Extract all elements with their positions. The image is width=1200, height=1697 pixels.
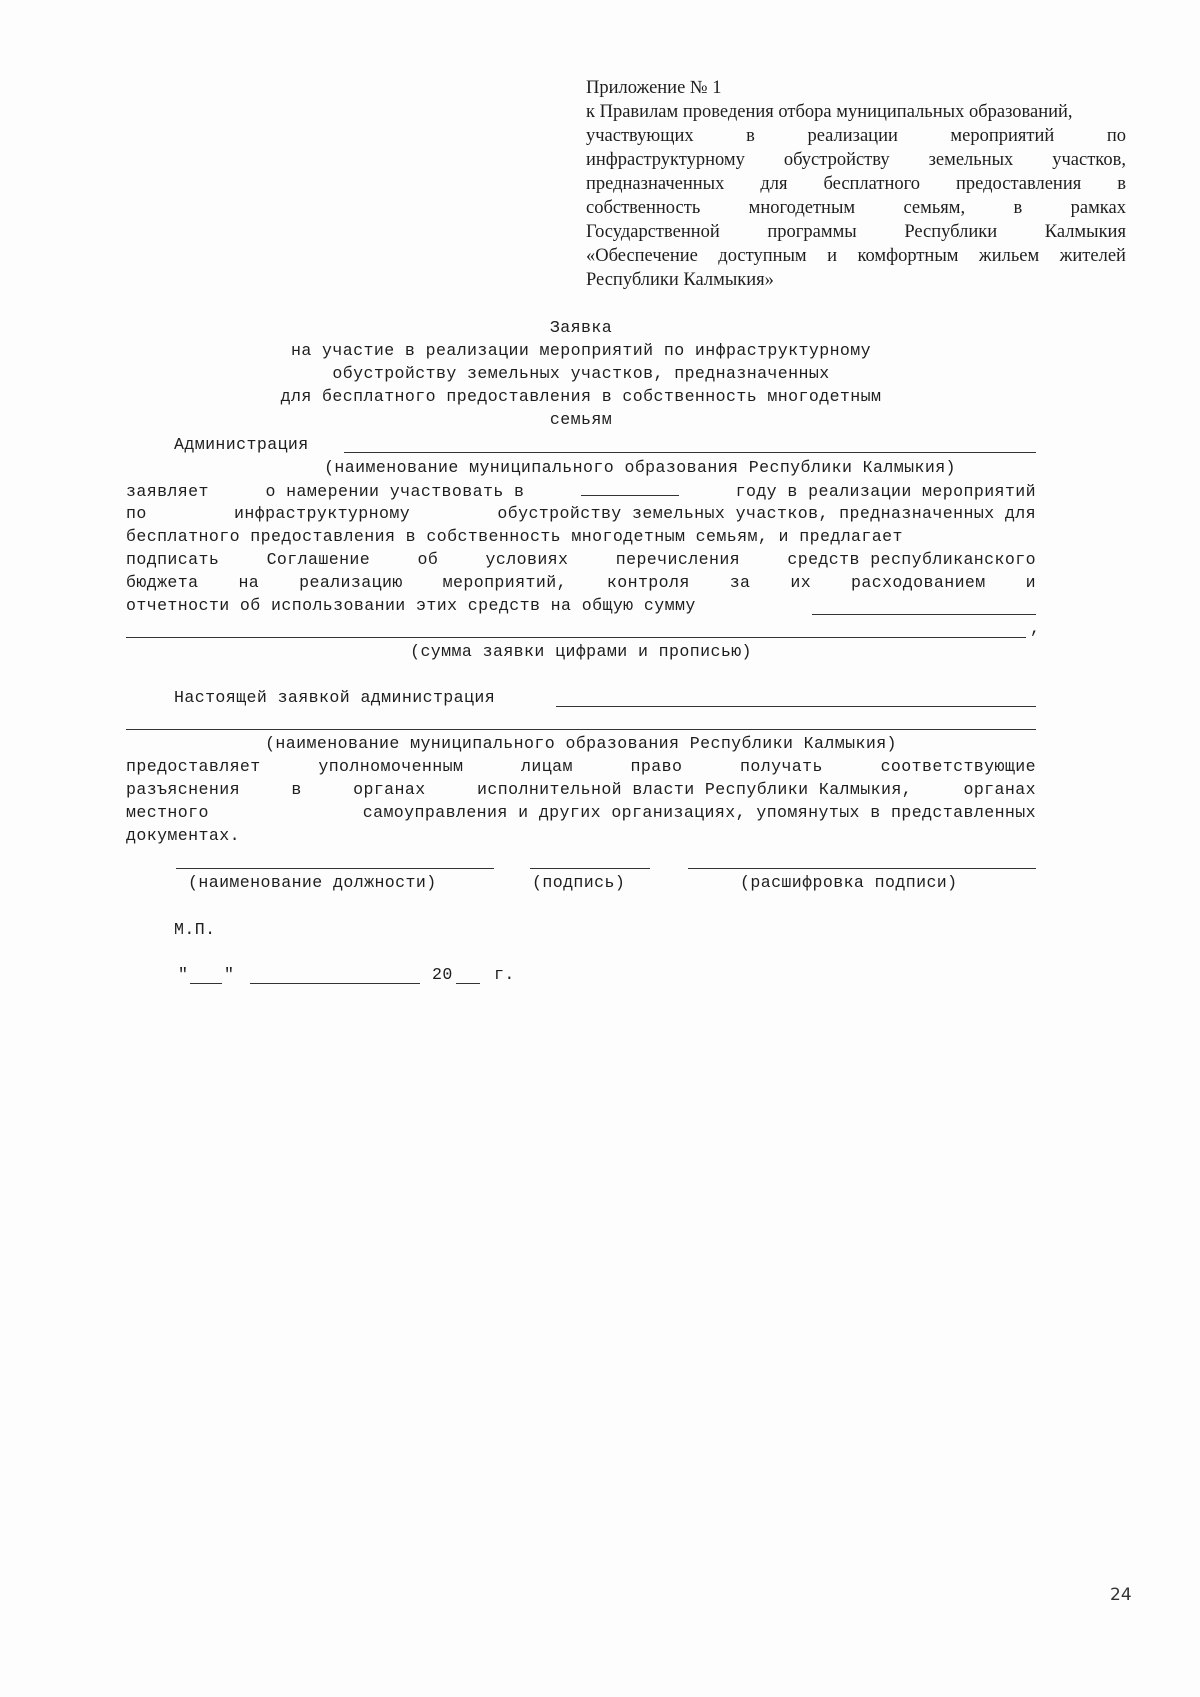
date-year-suffix: г. (494, 965, 515, 984)
position-caption: (наименование должности) (188, 873, 437, 892)
paragraph-line: по инфраструктурному обустройству земельных участков, предназначенных для (126, 504, 1036, 523)
stamp-placeholder: М.П. (174, 920, 216, 939)
paragraph-line: Настоящей заявкой администрация (174, 688, 496, 707)
signature-decode-field[interactable] (688, 868, 1036, 869)
municipality-caption: (наименование муниципального образования Республики Калмыкия) (265, 734, 897, 753)
paragraph-line: бюджета на реализацию мероприятий, контроля за их расходованием и (126, 573, 1036, 592)
form-heading: Заявка (549, 318, 613, 337)
appendix-title: Приложение № 1 (586, 78, 722, 98)
signature-caption: (подпись) (532, 873, 626, 892)
administration-name-continuation[interactable] (126, 729, 1036, 730)
date-year-prefix: 20 (432, 965, 453, 984)
administration-name-field[interactable] (556, 706, 1036, 707)
municipality-name-field[interactable] (344, 452, 1036, 453)
sum-field[interactable] (812, 614, 1036, 615)
appendix-line: предназначенных для бесплатного предоставления в (586, 174, 1126, 194)
paragraph-line: местного самоуправления и других организациях, упомянутых в представленных (126, 803, 1036, 822)
form-subtitle: обустройству земельных участков, предназначенных (332, 364, 830, 383)
paragraph-line: предоставляет уполномоченным лицам право получать соответствующие (126, 757, 1036, 776)
paragraph-line: разъяснения в органах исполнительной власти Республики Калмыкия, органах (126, 780, 1036, 799)
sum-comma: , (1030, 619, 1041, 638)
date-quote-open: " (178, 965, 189, 984)
appendix-line: Республики Калмыкия» (586, 270, 774, 290)
signature-field[interactable] (530, 868, 650, 869)
appendix-line: Государственной программы Республики Калмыкия (586, 222, 1126, 242)
form-subtitle: для бесплатного предоставления в собственность многодетным (280, 387, 882, 406)
sum-field-continuation[interactable] (126, 637, 1026, 638)
date-year-field[interactable] (456, 983, 480, 984)
sum-caption: (сумма заявки цифрами и прописью) (410, 642, 752, 661)
admin-label: Администрация (174, 435, 309, 454)
date-quote-close: " (224, 965, 235, 984)
appendix-line: участвующих в реализации мероприятий по (586, 126, 1126, 146)
year-field[interactable] (581, 481, 679, 496)
paragraph-line: подписать Соглашение об условиях перечисления средств республиканского (126, 550, 1036, 569)
form-subtitle: на участие в реализации мероприятий по инфраструктурному (290, 341, 872, 360)
paragraph-line: документах. (126, 826, 240, 845)
appendix-line: собственность многодетным семьям, в рамках (586, 198, 1126, 218)
paragraph-line: бесплатного предоставления в собственность многодетным семьям, и предлагает (126, 527, 903, 546)
signature-decode-caption: (расшифровка подписи) (740, 873, 958, 892)
appendix-line: инфраструктурному обустройству земельных участков, (586, 150, 1126, 170)
appendix-line: «Обеспечение доступным и комфортным жильем жителей (586, 246, 1126, 266)
date-month-field[interactable] (250, 983, 420, 984)
date-day-field[interactable] (190, 983, 222, 984)
appendix-block (586, 76, 1126, 292)
municipality-caption: (наименование муниципального образования Республики Калмыкия) (324, 458, 956, 477)
paragraph-line: отчетности об использовании этих средств на общую сумму (126, 596, 696, 615)
form-subtitle: семьям (549, 410, 613, 429)
paragraph-line: заявляет о намерении участвовать в году в реализации мероприятий (126, 482, 1036, 501)
position-field[interactable] (176, 868, 494, 869)
appendix-line: к Правилам проведения отбора муниципальных образований, (586, 102, 1073, 122)
page-number: 24 (1110, 1585, 1132, 1605)
